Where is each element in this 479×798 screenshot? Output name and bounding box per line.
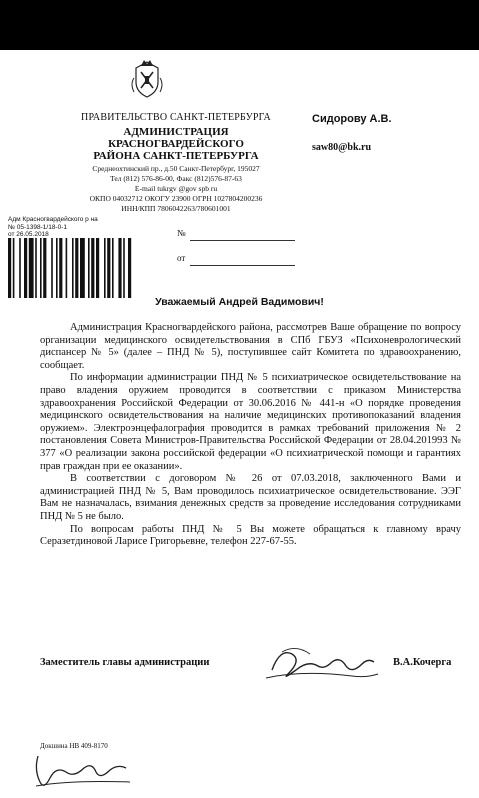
- government-title: ПРАВИТЕЛЬСТВО САНКТ-ПЕТЕРБУРГА: [81, 112, 271, 123]
- recipient-name: Сидорову А.В.: [312, 113, 392, 125]
- administration-title-line1: АДМИНИСТРАЦИЯ КРАСНОГВАРДЕЙСКОГО: [108, 126, 244, 150]
- signatory-name: В.А.Кочерга: [393, 657, 452, 668]
- recipient-email: saw80@bk.ru: [312, 142, 372, 153]
- coat-of-arms-icon: [130, 58, 164, 100]
- reference-number-line: [190, 240, 295, 241]
- executor-signature: [30, 750, 140, 794]
- stamp-line: Адм Красногвардейского р на: [8, 216, 98, 223]
- reference-date-line: [190, 265, 295, 266]
- email-line: E-mail tukrgv @gov spb ru: [134, 184, 218, 193]
- body-paragraph: По информации администрации ПНД № 5 психиатрическое освидетельствование на право владения оружием проводится в соответствии с приказом Министерства здравоохранения Российской Федерации от 30.06.2016 № 441-н «О порядке проведения медицинского освидетельствования на наличие медицинских противопоказаний владения оружием». Электроэнцефалография проводится в рамках требований приложения № 2 постановления Совета Министров-Правительства Российской Федерации от 28.04.201993 № 377 «О реализации закона российской федерации «О психиатрической помощи и гарантиях прав граждан при ее оказании».: [40, 372, 461, 472]
- top-black-bar: [0, 0, 479, 50]
- salutation: Уважаемый Андрей Вадимович!: [155, 296, 324, 308]
- issuer-address-block: [60, 164, 292, 214]
- administration-title: [60, 126, 292, 162]
- address-line: Среднеохтинский пр., д.50 Санкт-Петербург, 195027: [92, 164, 260, 173]
- body-paragraph: В соответствии с договором № 26 от 07.03.2018, заключенного Вами и администрацией ПНД № 5, Вам проводилось психиатрическое освидетельствование. ЭЭГ Вам не назначалась, взимания денежных средств за проведение исследования сотрудниками ПНД № 5 не было.: [40, 473, 461, 522]
- barcode: [8, 238, 165, 298]
- administration-title-line2: РАЙОНА САНКТ-ПЕТЕРБУРГА: [93, 150, 259, 162]
- stamp-number: № 05-1398-1/18-0-1: [8, 223, 68, 231]
- letter-body: [40, 322, 461, 549]
- stamp-date: от 26.05.2018: [8, 231, 49, 238]
- okpo-line: ОКПО 04032712 ОКОГУ 23900 ОГРН 1027804200236: [89, 194, 263, 203]
- body-paragraph: По вопросам работы ПНД № 5 Вы можете обращаться к главному врачу Серазетдиновой Ларисе Григорьевне, телефон 227-67-55.: [40, 523, 461, 548]
- registration-stamp: [8, 216, 98, 239]
- handwritten-signature: [262, 640, 382, 688]
- reference-date-label: от: [177, 253, 186, 263]
- inn-line: ИНН/КПП 7806042263/780601001: [121, 204, 231, 213]
- signatory-role: Заместитель главы администрации: [40, 657, 210, 668]
- reference-number-label: №: [177, 228, 186, 238]
- phone-line: Тел (812) 576-86-00, Факс (812)576-87-63: [110, 174, 242, 183]
- body-paragraph: Администрация Красногвардейского района, рассмотрев Ваше обращение по вопросу организации медицинского освидетельствования в СПб ГБУЗ «Психоневрологический диспансер № 5» (далее – ПНД № 5), поступившее сайт Комитета по здравоохранению, сообщает.: [40, 322, 461, 371]
- executor-info: Докшина НВ 409-8170: [40, 742, 108, 750]
